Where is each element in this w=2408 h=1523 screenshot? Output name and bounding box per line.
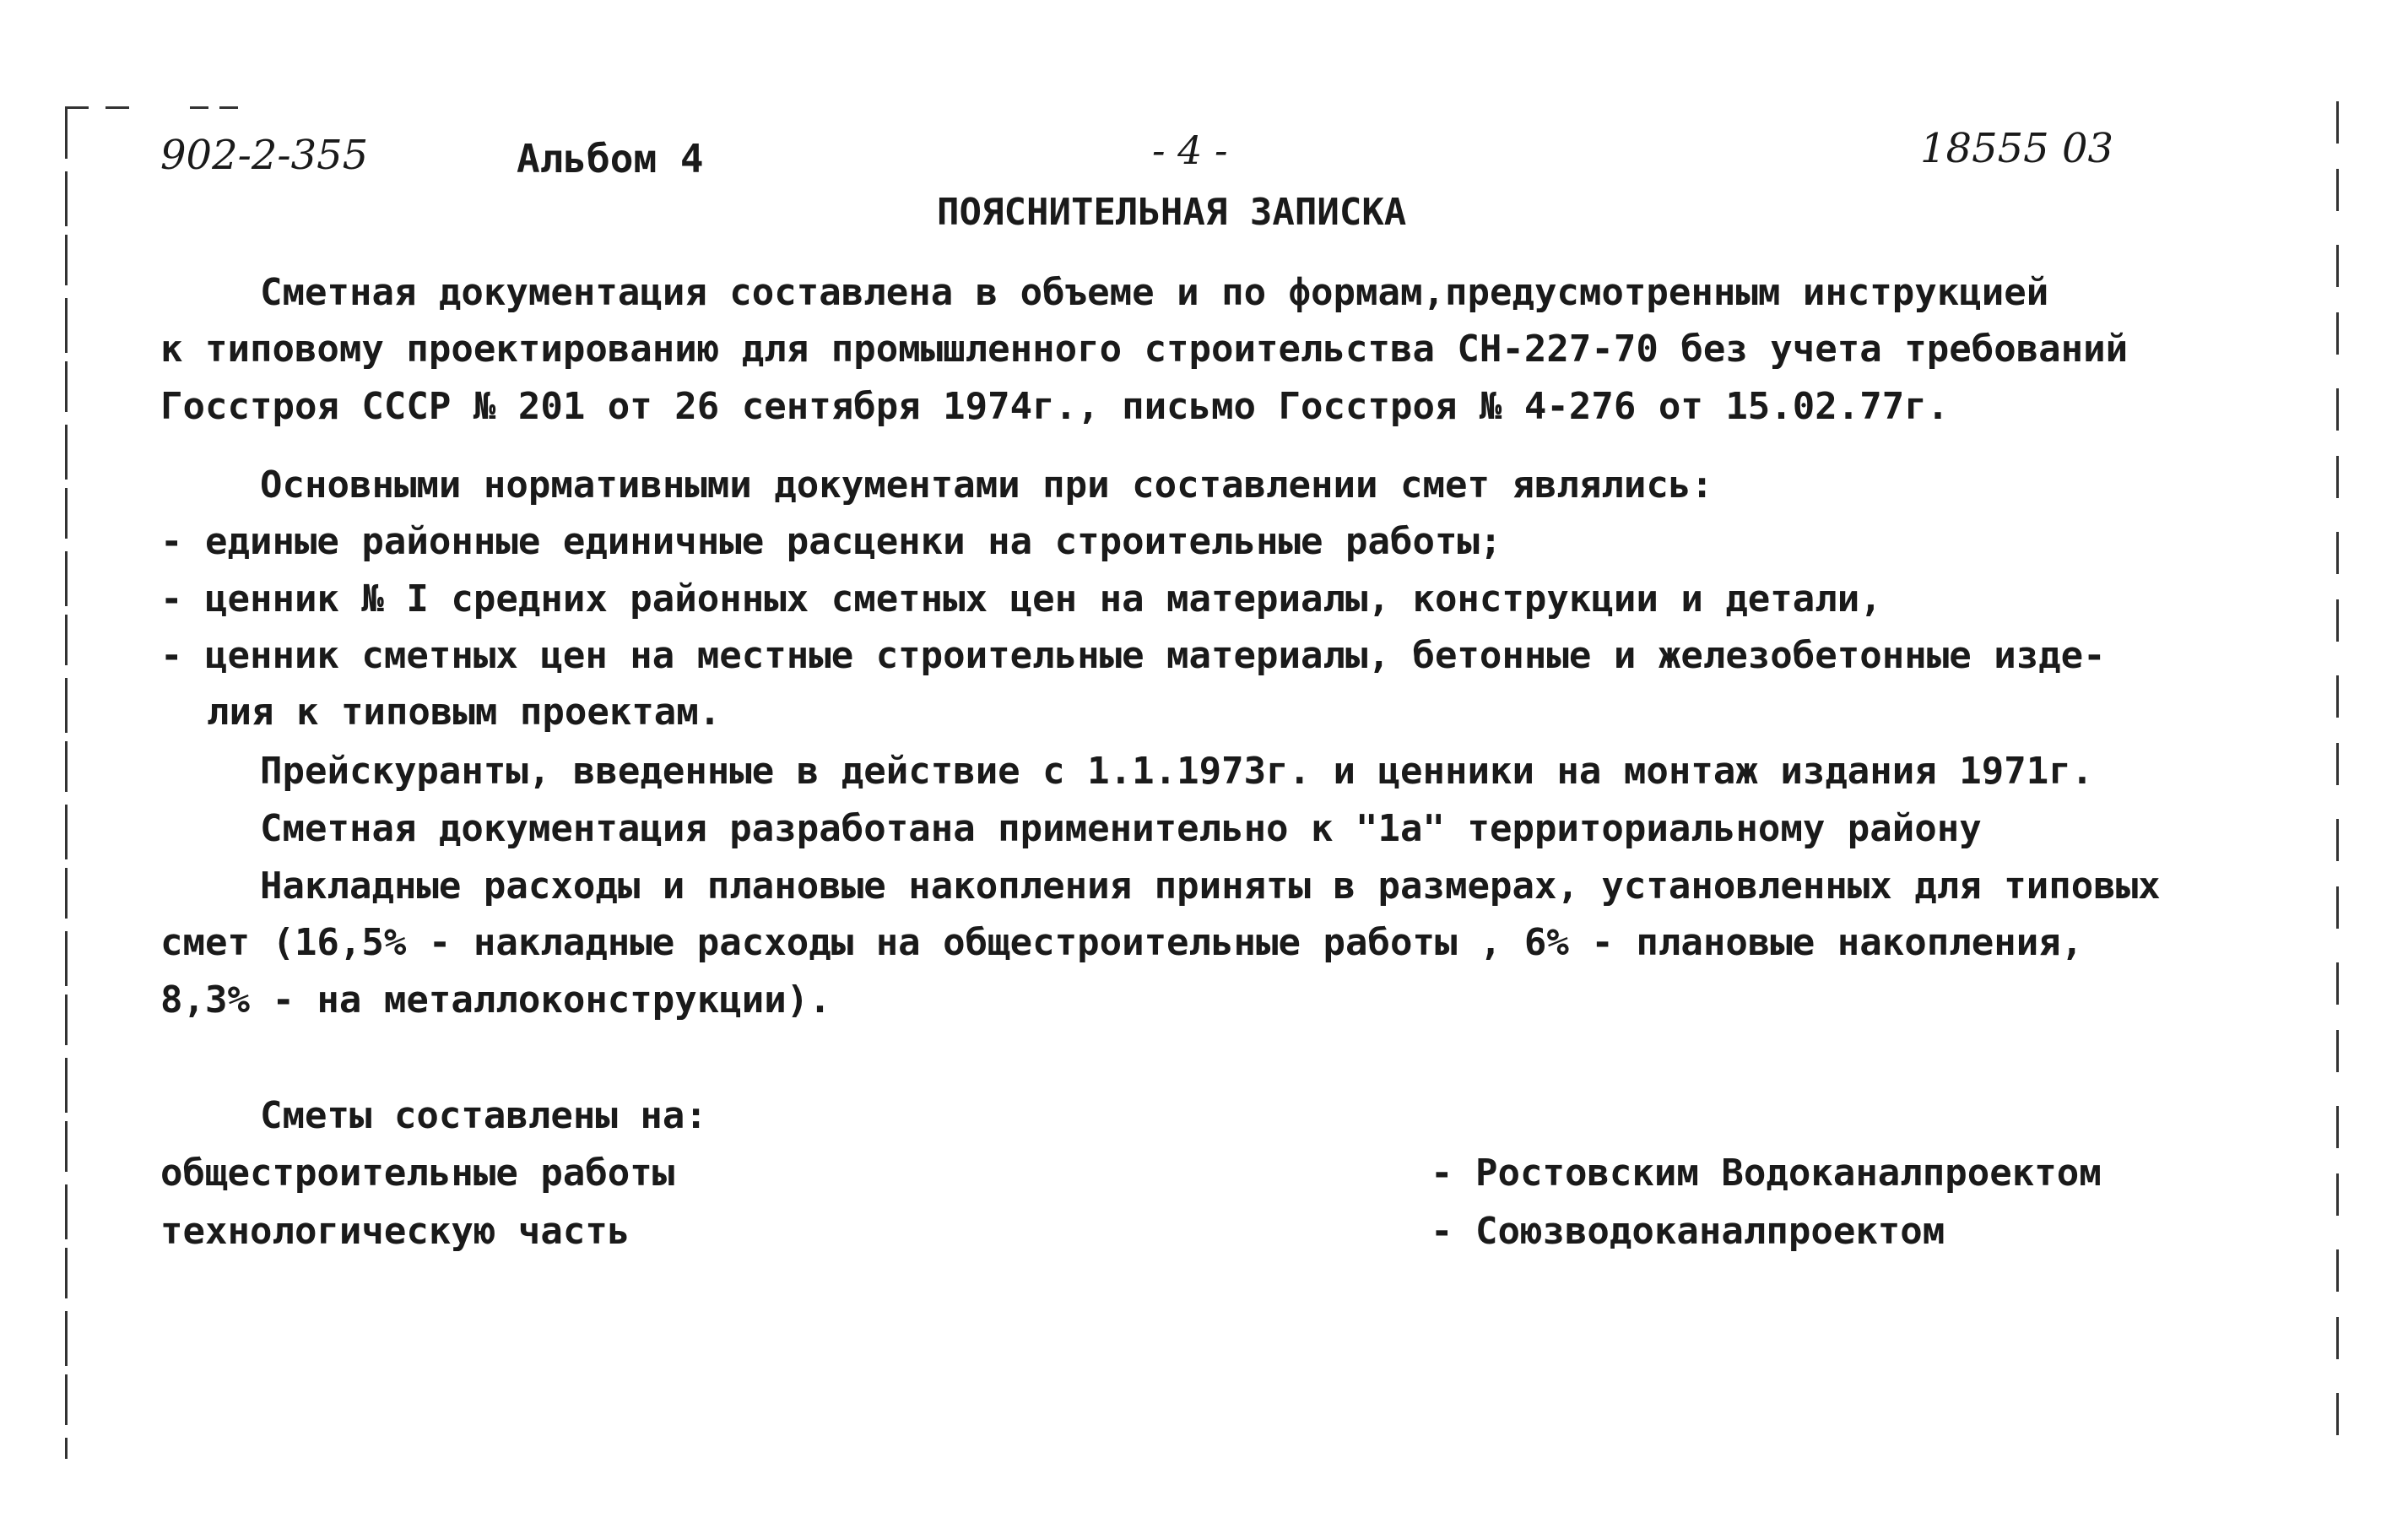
frame-left-border: [65, 108, 68, 1459]
estimate-org: - Союзводоканалпроектом: [1431, 1210, 1945, 1253]
paragraph-line: смет (16,5% - накладные расходы на общестроительные работы , 6% - плановые накопления,: [160, 921, 2084, 964]
frame-top-mark: [106, 106, 129, 109]
estimate-work: технологическую часть: [160, 1210, 630, 1253]
page-title: ПОЯСНИТЕЛЬНАЯ ЗАПИСКА: [937, 191, 1407, 234]
page-number: - 4 -: [1152, 127, 1228, 173]
frame-right-border: [2336, 101, 2339, 1452]
paragraph-line: 8,3% - на металлоконструкции).: [160, 978, 831, 1022]
stamp-number: 18555 03: [1920, 125, 2114, 172]
list-item: - ценник № I средних районных сметных цен на материалы, конструкции и детали,: [160, 577, 1882, 621]
paragraph-line: Основными нормативными документами при составлении смет являлись:: [260, 463, 1713, 507]
estimate-org: - Ростовским Водоканалпроектом: [1431, 1152, 2102, 1195]
frame-top-mark: [219, 106, 238, 109]
doc-code: 902-2-355: [160, 132, 369, 179]
paragraph-line: Накладные расходы и плановые накопления приняты в размерах, установленных для типовых: [260, 864, 2161, 908]
frame-top-mark: [65, 106, 89, 109]
paragraph-line: Госстроя СССР № 201 от 26 сентября 1974г., письмо Госстроя № 4-276 от 15.02.77г.: [160, 385, 1950, 428]
list-item: - ценник сметных цен на местные строительные материалы, бетонные и железобетонные изде-: [160, 634, 2106, 677]
paragraph-line: к типовому проектированию для промышленного строительства СН-227-70 без учета требований: [160, 328, 2129, 371]
estimate-work: общестроительные работы: [160, 1152, 675, 1195]
list-item-continuation: лия к типовым проектам.: [207, 691, 722, 734]
paragraph-line: Сметная документация составлена в объеме и по формам,предусмотренным инструкцией: [260, 271, 2049, 314]
list-item: - единые районные единичные расценки на строительные работы;: [160, 520, 1502, 563]
album-label: Альбом 4: [517, 136, 704, 182]
estimates-heading: Сметы составлены на:: [260, 1094, 707, 1137]
frame-top-mark: [190, 106, 208, 109]
paragraph-line: Прейскуранты, введенные в действие с 1.1.1973г. и ценники на монтаж издания 1971г.: [260, 750, 2094, 793]
paragraph-line: Сметная документация разработана применительно к "1а" территориальному району: [260, 807, 1982, 850]
